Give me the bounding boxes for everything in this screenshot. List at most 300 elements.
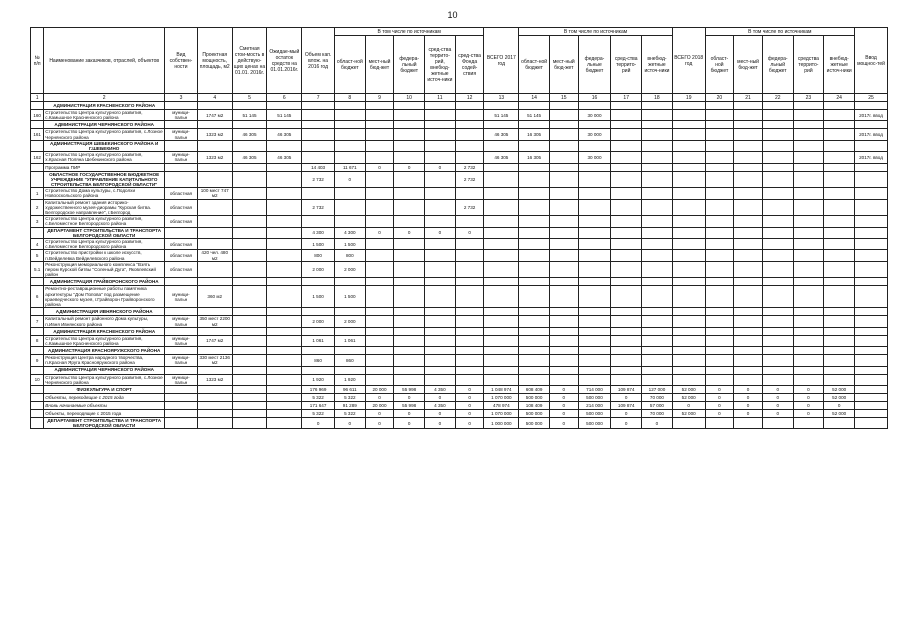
table-cell — [267, 163, 302, 171]
table-cell — [855, 188, 888, 199]
table-cell — [197, 140, 232, 151]
table-cell — [394, 121, 425, 129]
table-cell: 0 — [705, 393, 734, 401]
table-cell: 2 732 — [455, 171, 484, 188]
table-cell — [334, 102, 365, 110]
table-cell — [734, 417, 763, 428]
table-cell — [455, 316, 484, 327]
table-cell: 500 000 — [519, 393, 550, 401]
table-cell — [197, 102, 232, 110]
table-cell: 161 — [31, 129, 44, 140]
table-cell: 0 — [549, 385, 578, 393]
table-cell: 1747 м2 — [197, 335, 232, 346]
table-cell — [232, 366, 267, 374]
table-cell — [425, 110, 456, 121]
table-cell — [672, 110, 705, 121]
table-cell — [519, 239, 550, 250]
row-name-cell: Строительство пристройки к школе искусств, п.Вейделевка Вейделевского района — [44, 250, 165, 261]
table-cell — [855, 335, 888, 346]
table-cell — [762, 316, 793, 327]
table-cell — [672, 286, 705, 308]
table-cell — [793, 250, 824, 261]
table-cell — [484, 140, 519, 151]
row-name-cell: АДМИНИСТРАЦИЯ КРАСНЕНСКОГО РАЙОНА — [44, 102, 165, 110]
table-cell — [611, 199, 642, 216]
table-cell: 0 — [365, 227, 394, 238]
table-cell — [519, 286, 550, 308]
table-cell — [824, 327, 855, 335]
table-cell — [793, 227, 824, 238]
table-cell — [762, 121, 793, 129]
table-cell: 0 — [793, 401, 824, 409]
table-cell: 500 000 — [519, 417, 550, 428]
table-cell — [365, 261, 394, 278]
table-cell — [549, 216, 578, 227]
table-cell — [165, 409, 198, 417]
row-name-cell: Объекты, переходящие с 2015 года — [44, 409, 165, 417]
table-cell — [672, 250, 705, 261]
table-cell — [578, 216, 611, 227]
column-number: 16 — [578, 94, 611, 102]
table-cell — [611, 102, 642, 110]
table-cell — [455, 327, 484, 335]
table-cell: муници-пальн — [165, 286, 198, 308]
col-header-kind: Вид собствен-ности — [165, 28, 198, 94]
table-cell — [455, 216, 484, 227]
table-cell — [267, 393, 302, 401]
table-cell — [793, 374, 824, 385]
table-cell: 1 061 — [334, 335, 365, 346]
table-cell — [197, 327, 232, 335]
table-cell — [267, 261, 302, 278]
column-number: 6 — [267, 94, 302, 102]
table-cell: 0 — [672, 401, 705, 409]
table-cell — [549, 347, 578, 355]
table-cell — [549, 171, 578, 188]
col-group-sources-2016: В том числе по источникам — [334, 28, 483, 36]
table-cell — [578, 250, 611, 261]
table-cell — [642, 239, 673, 250]
table-cell: 1747 м2 — [197, 110, 232, 121]
table-cell — [855, 417, 888, 428]
table-cell — [197, 227, 232, 238]
table-cell — [549, 308, 578, 316]
table-cell: муници-пальн — [165, 129, 198, 140]
table-cell — [484, 366, 519, 374]
table-cell — [549, 199, 578, 216]
table-row — [31, 110, 888, 121]
table-cell — [611, 216, 642, 227]
table-cell: 0 — [425, 227, 456, 238]
table-cell — [734, 102, 763, 110]
table-cell — [484, 121, 519, 129]
table-cell — [425, 250, 456, 261]
table-cell — [267, 239, 302, 250]
table-cell: 500 000 — [519, 409, 550, 417]
table-cell — [232, 171, 267, 188]
table-cell — [197, 121, 232, 129]
table-cell: 162 — [31, 152, 44, 163]
table-cell — [642, 110, 673, 121]
table-row — [31, 163, 888, 171]
table-cell — [762, 227, 793, 238]
col-header-federal-2018: федера-льный бюджет — [762, 36, 793, 94]
table-cell: 1323 м2 — [197, 129, 232, 140]
table-cell — [549, 121, 578, 129]
table-cell — [642, 129, 673, 140]
table-cell: 608 409 — [519, 385, 550, 393]
table-cell — [705, 102, 734, 110]
table-cell: 0 — [762, 401, 793, 409]
table-cell — [824, 110, 855, 121]
table-cell — [793, 261, 824, 278]
col-header-local: мест-ный бюд-жет — [365, 36, 394, 94]
col-header-est-cost: Сметная стои-мость в действую-щих ценах на 01.01. 2016г. — [232, 28, 267, 94]
table-cell — [165, 163, 198, 171]
table-cell — [232, 227, 267, 238]
table-cell — [762, 250, 793, 261]
table-cell: 1 920 — [302, 374, 335, 385]
table-cell — [793, 308, 824, 316]
table-cell — [762, 327, 793, 335]
table-cell — [519, 188, 550, 199]
table-cell — [824, 140, 855, 151]
table-cell: 860 — [334, 355, 365, 366]
table-cell — [549, 278, 578, 286]
table-cell — [734, 335, 763, 346]
table-cell — [824, 261, 855, 278]
table-cell — [484, 261, 519, 278]
table-cell: 0 — [425, 409, 456, 417]
table-cell — [549, 188, 578, 199]
table-cell — [642, 199, 673, 216]
column-number: 14 — [519, 94, 550, 102]
table-cell: 0 — [824, 401, 855, 409]
table-cell — [734, 171, 763, 188]
table-cell: муници-пальн — [165, 152, 198, 163]
table-cell — [762, 199, 793, 216]
table-cell — [197, 239, 232, 250]
table-cell — [267, 227, 302, 238]
table-cell — [267, 140, 302, 151]
table-cell — [734, 121, 763, 129]
col-header-regional-2018: област-ной бюджет — [705, 36, 734, 94]
table-cell — [425, 199, 456, 216]
table-cell — [365, 366, 394, 374]
table-cell — [365, 374, 394, 385]
table-cell — [165, 102, 198, 110]
table-cell — [455, 188, 484, 199]
table-cell — [425, 188, 456, 199]
table-cell — [394, 278, 425, 286]
table-cell — [31, 385, 44, 393]
table-cell — [334, 366, 365, 374]
table-cell — [484, 355, 519, 366]
table-cell — [824, 366, 855, 374]
table-cell — [455, 140, 484, 151]
table-cell — [705, 129, 734, 140]
table-cell — [484, 188, 519, 199]
table-cell — [672, 316, 705, 327]
table-cell — [578, 308, 611, 316]
table-cell — [642, 171, 673, 188]
table-cell: 1 500 — [334, 239, 365, 250]
table-cell — [855, 385, 888, 393]
table-row — [31, 199, 888, 216]
table-cell — [425, 121, 456, 129]
col-header-regional-2017: област-ной бюджет — [519, 36, 550, 94]
table-cell: 0 — [455, 401, 484, 409]
column-number: 18 — [642, 94, 673, 102]
col-header-total-2018: ВСЕГО 2018 год — [672, 28, 705, 94]
table-cell: 1 500 — [302, 239, 335, 250]
table-cell — [365, 121, 394, 129]
table-cell — [519, 261, 550, 278]
table-cell — [232, 121, 267, 129]
table-cell — [578, 188, 611, 199]
table-cell: 52 000 — [672, 409, 705, 417]
table-cell — [425, 261, 456, 278]
col-header-extrabud-2018: внебюд-жетные источ-ники — [824, 36, 855, 94]
table-cell — [642, 140, 673, 151]
table-cell — [642, 278, 673, 286]
row-name-cell: Строительство Центра культурного развития, с.Беломестное Белгородского района — [44, 239, 165, 250]
table-cell: 100 мест 747 м2 — [197, 188, 232, 199]
table-cell — [705, 286, 734, 308]
table-cell — [197, 163, 232, 171]
table-cell: муници-пальн — [165, 316, 198, 327]
table-cell — [855, 308, 888, 316]
table-cell: 46 305 — [232, 129, 267, 140]
row-name-cell: АДМИНИСТРАЦИЯ ГРАЙВОРОНСКОГО РАЙОНА — [44, 278, 165, 286]
table-cell — [578, 163, 611, 171]
row-name-cell: Программа ПИР — [44, 163, 165, 171]
row-name-cell: ФИЗКУЛЬТУРА И СПОРТ — [44, 385, 165, 393]
row-name-cell: Объекты, переходящие с 2015 года — [44, 393, 165, 401]
section-row — [31, 171, 888, 188]
table-cell — [672, 347, 705, 355]
table-cell: 0 — [455, 227, 484, 238]
section-row — [31, 417, 888, 428]
table-cell: 0 — [705, 385, 734, 393]
table-cell — [734, 286, 763, 308]
table-cell — [734, 140, 763, 151]
table-cell — [855, 355, 888, 366]
table-cell — [611, 171, 642, 188]
table-cell — [394, 355, 425, 366]
table-cell — [197, 401, 232, 409]
table-cell — [672, 308, 705, 316]
table-cell: областная — [165, 239, 198, 250]
table-cell — [642, 188, 673, 199]
table-cell — [365, 140, 394, 151]
table-cell — [365, 152, 394, 163]
table-cell: 51 145 — [267, 110, 302, 121]
table-cell — [672, 216, 705, 227]
table-cell: 109 874 — [611, 401, 642, 409]
table-cell — [824, 250, 855, 261]
table-cell: 8 — [31, 335, 44, 346]
table-cell — [425, 286, 456, 308]
table-cell — [705, 188, 734, 199]
column-number: 12 — [455, 94, 484, 102]
table-cell: 214 000 — [578, 401, 611, 409]
row-name-cell: АДМИНИСТРАЦИЯ ШЕБЕКИНСКОГО РАЙОНА И Г.ШЕБЕКИНО — [44, 140, 165, 151]
table-cell — [165, 171, 198, 188]
row-name-cell: АДМИНИСТРАЦИЯ ЧЕРНЯНСКОГО РАЙОНА — [44, 366, 165, 374]
capital-investment-table — [30, 27, 888, 429]
column-number: 24 — [824, 94, 855, 102]
table-cell — [705, 347, 734, 355]
table-cell — [267, 374, 302, 385]
table-cell — [267, 347, 302, 355]
table-cell: 109 874 — [611, 385, 642, 393]
table-cell — [762, 239, 793, 250]
row-name-cell: ДЕПАРТАМЕНТ СТРОИТЕЛЬСТВА И ТРАНСПОРТА БЕЛГОРОДСКОЙ ОБЛАСТИ — [44, 227, 165, 238]
table-cell — [197, 216, 232, 227]
table-cell — [793, 152, 824, 163]
table-cell — [334, 347, 365, 355]
table-cell — [824, 335, 855, 346]
table-cell — [365, 250, 394, 261]
table-cell: 46 305 — [267, 152, 302, 163]
table-cell — [793, 355, 824, 366]
table-cell: 4 300 — [302, 227, 335, 238]
table-cell — [425, 316, 456, 327]
table-cell — [762, 140, 793, 151]
table-cell — [394, 140, 425, 151]
table-cell — [197, 261, 232, 278]
table-cell — [519, 347, 550, 355]
table-cell — [855, 393, 888, 401]
table-cell — [793, 216, 824, 227]
table-cell — [334, 121, 365, 129]
table-cell — [394, 171, 425, 188]
table-cell — [734, 355, 763, 366]
table-cell — [425, 327, 456, 335]
table-cell — [267, 278, 302, 286]
table-cell — [519, 102, 550, 110]
table-cell: 52 000 — [672, 393, 705, 401]
table-cell — [611, 355, 642, 366]
table-cell — [302, 121, 335, 129]
table-cell — [705, 239, 734, 250]
table-cell — [455, 152, 484, 163]
table-cell — [793, 188, 824, 199]
table-cell: 2 000 — [334, 261, 365, 278]
table-cell — [484, 374, 519, 385]
table-cell — [705, 327, 734, 335]
table-cell — [302, 366, 335, 374]
table-cell: 0 — [611, 417, 642, 428]
table-cell — [642, 316, 673, 327]
table-cell — [365, 327, 394, 335]
table-cell — [642, 121, 673, 129]
table-cell: 108 409 — [519, 401, 550, 409]
table-cell: 0 — [705, 401, 734, 409]
table-cell — [705, 121, 734, 129]
table-cell: 2 000 — [334, 316, 365, 327]
table-cell — [267, 199, 302, 216]
table-cell — [232, 393, 267, 401]
table-cell — [855, 140, 888, 151]
table-cell: 2 — [31, 199, 44, 216]
table-cell — [611, 366, 642, 374]
table-cell — [793, 286, 824, 308]
table-cell — [365, 355, 394, 366]
table-cell — [762, 417, 793, 428]
col-header-territory-2017: сред-ства террито-рий — [611, 36, 642, 94]
table-cell — [31, 417, 44, 428]
table-cell — [232, 102, 267, 110]
table-cell — [31, 227, 44, 238]
column-number: 8 — [334, 94, 365, 102]
table-cell — [793, 171, 824, 188]
table-cell — [705, 152, 734, 163]
column-number: 22 — [762, 94, 793, 102]
row-name-cell: Капитальный ремонт районного Дома культуры, п.Ивня Ивнянского района — [44, 316, 165, 327]
table-cell — [734, 250, 763, 261]
table-cell — [824, 121, 855, 129]
table-cell — [394, 366, 425, 374]
table-cell — [165, 140, 198, 151]
table-cell — [705, 110, 734, 121]
table-cell: 1 070 000 — [484, 393, 519, 401]
table-cell: 176 969 — [302, 385, 335, 393]
table-cell: 20 000 — [365, 401, 394, 409]
table-cell: 478 974 — [484, 401, 519, 409]
table-cell — [734, 366, 763, 374]
row-name-cell: Реконструкция Центра народного творчества, п.Красная Яруга Краснояружского района — [44, 355, 165, 366]
table-cell — [578, 366, 611, 374]
table-cell: 1 070 000 — [484, 409, 519, 417]
table-cell — [672, 199, 705, 216]
table-cell — [365, 316, 394, 327]
table-cell: 800 — [334, 250, 365, 261]
table-cell: 0 — [455, 417, 484, 428]
table-cell — [519, 374, 550, 385]
table-cell — [705, 278, 734, 286]
table-cell: 51 145 — [232, 110, 267, 121]
table-cell — [365, 129, 394, 140]
table-cell: 0 — [762, 385, 793, 393]
section-row — [31, 102, 888, 110]
table-cell: 0 — [762, 393, 793, 401]
table-cell — [455, 121, 484, 129]
table-cell — [642, 347, 673, 355]
table-cell — [31, 140, 44, 151]
table-cell — [824, 163, 855, 171]
table-cell — [519, 163, 550, 171]
table-cell — [197, 366, 232, 374]
table-cell — [232, 239, 267, 250]
table-cell — [425, 335, 456, 346]
table-cell: 0 — [425, 393, 456, 401]
table-cell — [611, 316, 642, 327]
table-cell — [824, 355, 855, 366]
table-cell: 2 000 — [302, 261, 335, 278]
col-header-number: № п/п — [31, 28, 44, 94]
table-cell — [611, 129, 642, 140]
table-cell — [394, 327, 425, 335]
row-name-cell: Реконструкция мемориального комплекса "Взять пером Курской битвы "Соленый Дуга", Яковлевский район — [44, 261, 165, 278]
table-cell — [484, 239, 519, 250]
table-cell: 171 647 — [302, 401, 335, 409]
table-cell — [549, 227, 578, 238]
col-header-total-2017: ВСЕГО 2017 год — [484, 28, 519, 94]
table-cell — [365, 278, 394, 286]
table-cell: 70 000 — [642, 409, 673, 417]
